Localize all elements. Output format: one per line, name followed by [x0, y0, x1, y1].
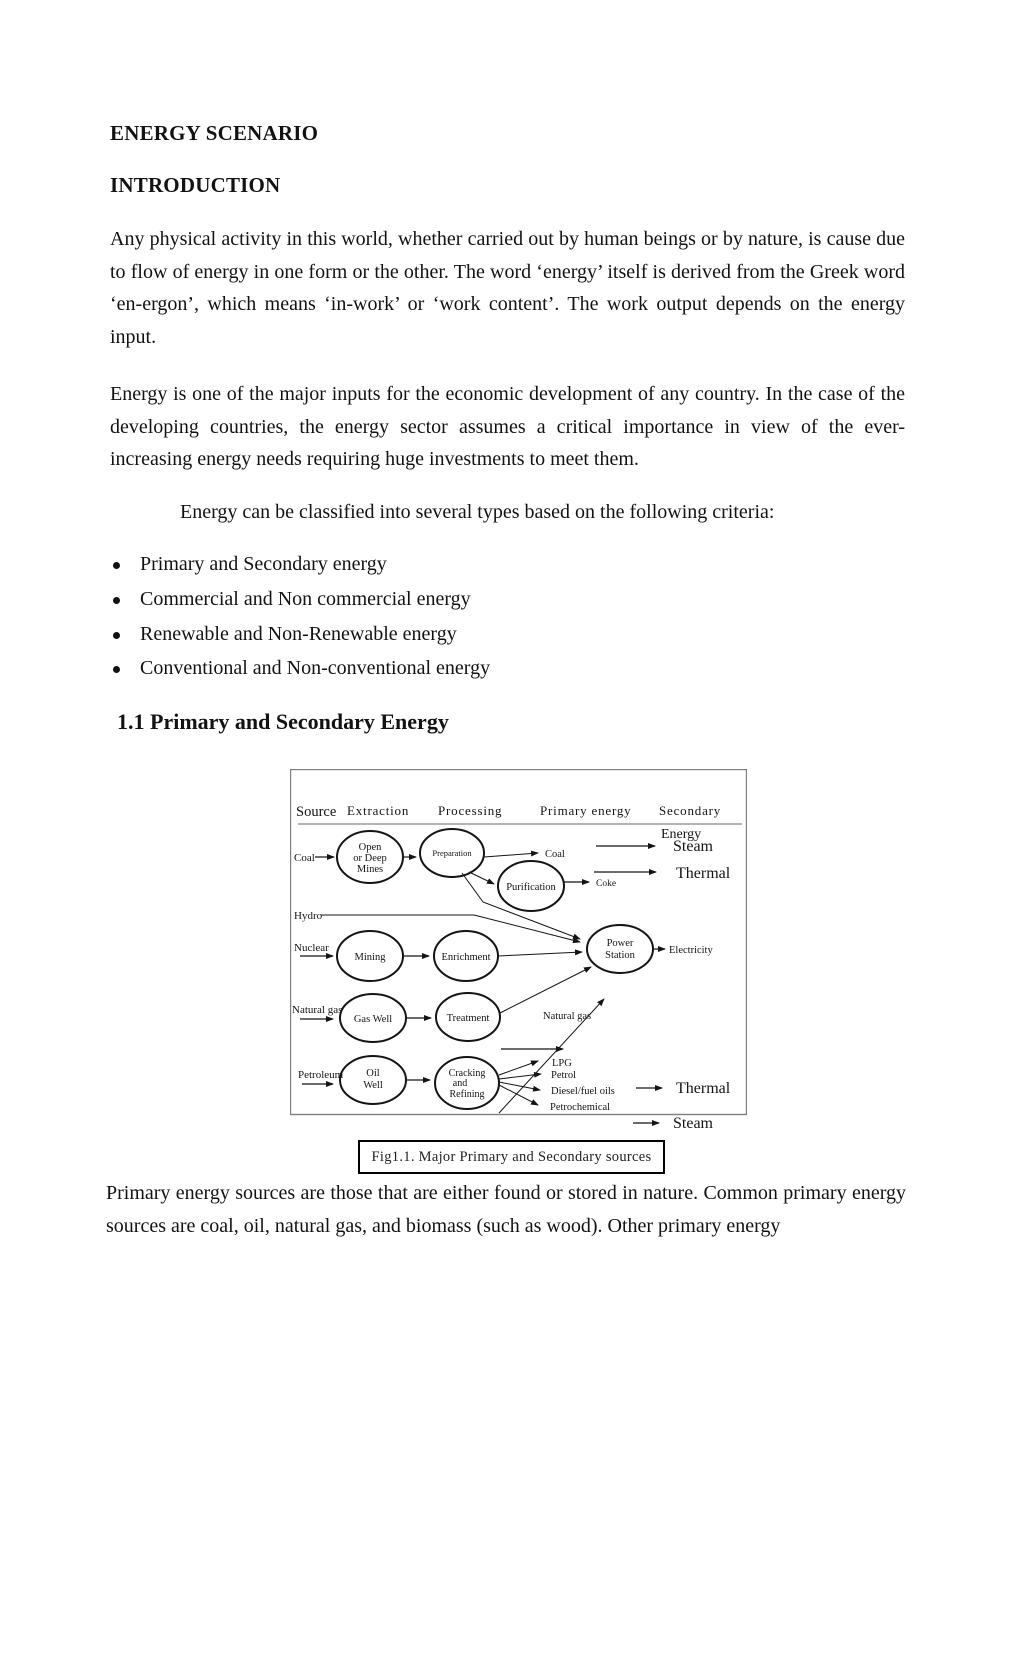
column-header-source: Source	[296, 804, 337, 820]
flow-diagram-svg	[290, 769, 747, 1135]
page-title: ENERGY SCENARIO	[110, 121, 319, 145]
node-cracking-refining-label: Refining	[449, 1089, 485, 1100]
list-item	[113, 651, 490, 686]
product-petrochemical-label: Petrochemical	[550, 1102, 611, 1113]
bullet-dot-icon	[113, 666, 120, 673]
list-item	[113, 582, 490, 617]
column-header-primary-energy: Primary energy	[540, 803, 632, 818]
node-power-station-label: Power	[606, 938, 634, 949]
list-item	[113, 617, 490, 652]
node-treatment-label: Treatment	[446, 1013, 490, 1024]
paragraph-introduction-2: Energy is one of the major inputs for the economic development of any country. In the case of the developing countries, the energy sector assumes a critical importance in view of the ever-increasing energy needs requiring huge investments to meet them.	[110, 383, 905, 470]
primary-secondary-energy-diagram	[290, 769, 747, 1140]
node-cracking-refining-label: Cracking	[448, 1068, 486, 1079]
product-diesel-label: Diesel/fuel oils	[551, 1086, 615, 1097]
list-item-label: Renewable and Non-Renewable energy	[140, 622, 457, 645]
node-gas-well-label: Gas Well	[353, 1014, 393, 1025]
source-coal-label: Coal	[294, 852, 315, 864]
column-header-extraction: Extraction	[347, 803, 410, 818]
energy-types-list	[113, 547, 490, 686]
source-natural-gas-label: Natural gas	[292, 1004, 343, 1016]
node-purification-label: Purification	[506, 882, 556, 893]
classification-intro-line: Energy can be classified into several types based on the following criteria:	[180, 501, 775, 523]
column-header-secondary: Secondary	[659, 803, 722, 818]
node-oil-well-label: Oil	[366, 1068, 380, 1079]
bullet-dot-icon	[113, 632, 120, 639]
figure-caption-box	[358, 1140, 665, 1174]
arrow-cracking-to-diesel	[499, 1082, 540, 1090]
product-coke-label: Coke	[596, 879, 617, 889]
line-treatment-to-power-station	[500, 967, 591, 1013]
source-hydro-label: Hydro	[294, 910, 323, 922]
node-open-deep-mines-label: Mines	[356, 864, 384, 875]
node-mining-label: Mining	[354, 952, 386, 963]
node-power-station-label: Station	[605, 950, 635, 961]
column-header-processing: Processing	[438, 803, 503, 818]
product-electricity-label: Electricity	[669, 945, 713, 956]
list-item-label: Conventional and Non-conventional energy	[140, 657, 491, 680]
arrow-preparation-to-purification	[469, 872, 494, 884]
section-heading-1-1: 1.1 Primary and Secondary Energy	[117, 709, 449, 734]
product-petrol-label: Petrol	[551, 1070, 577, 1081]
arrow-cracking-to-petrol	[499, 1074, 541, 1079]
source-nuclear-label: Nuclear	[294, 942, 329, 954]
figure-caption: Fig1.1. Major Primary and Secondary sources	[371, 1148, 652, 1165]
paragraph-introduction-1: Any physical activity in this world, whether carried out by human beings or by nature, is cause due to flow of energy in one form or the other. The word ‘energy’ itself is derived from the Greek word ‘en-ergon’, which means ‘in-work’ or ‘work content’. The work output depends on the energy input.	[110, 228, 905, 348]
list-item	[113, 547, 490, 582]
bullet-dot-icon	[113, 597, 120, 604]
node-power-station	[587, 925, 653, 973]
node-preparation-label: Preparation	[432, 848, 472, 858]
node-enrichment-label: Enrichment	[441, 952, 491, 963]
column-header-secondary-energy: Energy	[661, 827, 702, 842]
secondary-thermal-top-label: Thermal	[676, 865, 731, 882]
figure-border	[291, 770, 747, 1115]
product-coal-label: Coal	[545, 849, 565, 860]
paragraph-primary-sources: Primary energy sources are those that are either found or stored in nature. Common primary energy sources are coal, oil, natural gas, and biomass (such as wood). Other primary energy	[106, 1182, 906, 1237]
product-lpg-label: LPG	[552, 1058, 572, 1069]
arrow-cracking-to-lpg	[499, 1061, 538, 1075]
secondary-thermal-bottom-label: Thermal	[676, 1080, 731, 1097]
node-open-deep-mines-label: or Deep	[353, 853, 387, 864]
node-cracking-refining-label: and	[452, 1078, 468, 1089]
source-petroleum-label: Petroleum	[298, 1069, 344, 1081]
bullet-dot-icon	[113, 562, 120, 569]
node-oil-well-label: Well	[363, 1080, 383, 1091]
node-open-deep-mines-label: Open	[358, 842, 382, 853]
list-item-label: Primary and Secondary energy	[140, 553, 387, 575]
secondary-steam-top-label: Steam	[673, 838, 713, 855]
product-natural-gas-label: Natural gas	[543, 1011, 592, 1022]
arrow-preparation-to-coal	[484, 853, 538, 857]
secondary-steam-bottom-label: Steam	[673, 1115, 713, 1132]
list-item-label: Commercial and Non commercial energy	[140, 587, 471, 610]
arrow-enrichment-to-power-station	[498, 952, 582, 956]
intro-heading: INTRODUCTION	[110, 173, 281, 197]
